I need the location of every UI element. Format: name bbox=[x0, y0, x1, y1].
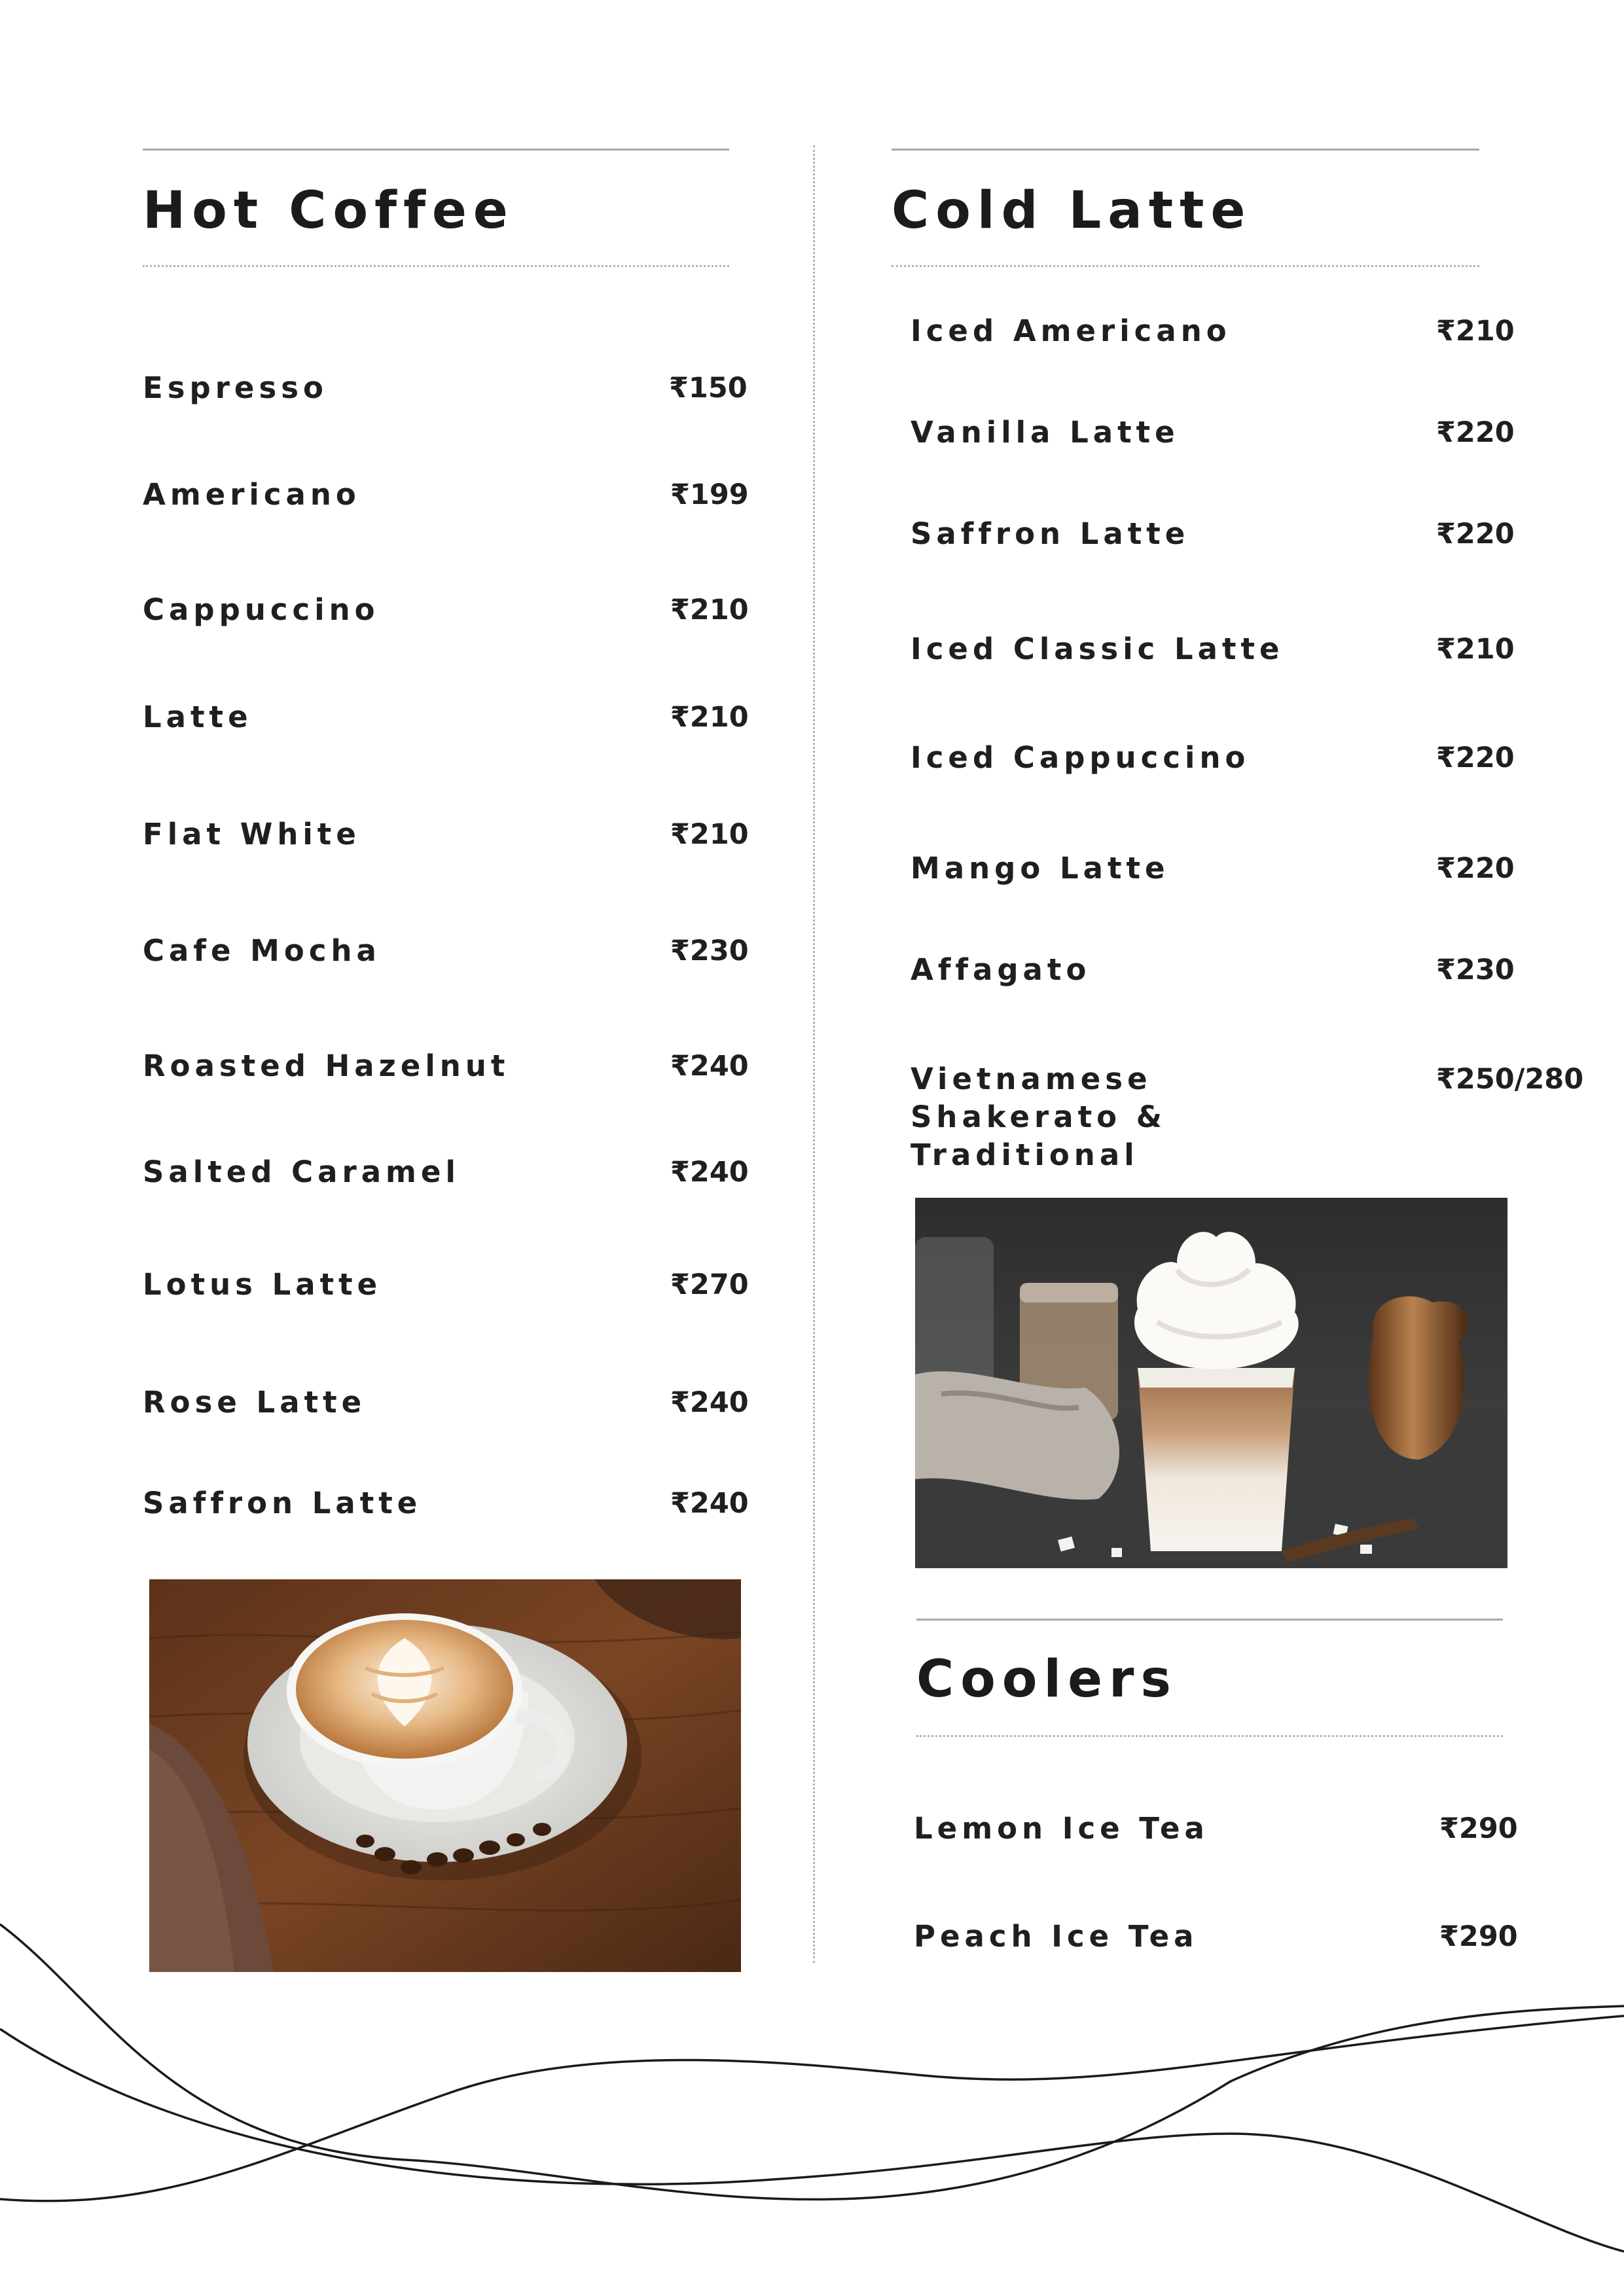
hot-coffee-heading: Hot Coffee bbox=[143, 181, 514, 240]
menu-item-name: Iced Classic Latte bbox=[911, 632, 1284, 666]
menu-item-price: ₹210 bbox=[1436, 633, 1515, 666]
decorative-wave-lines bbox=[0, 1885, 1624, 2296]
menu-item-name: Espresso bbox=[143, 370, 328, 405]
menu-item-name: Affagato bbox=[911, 952, 1091, 987]
menu-item-price: ₹220 bbox=[1436, 518, 1515, 550]
menu-item-price: ₹210 bbox=[670, 818, 749, 851]
coolers-heading: Coolers bbox=[916, 1650, 1178, 1709]
cold-latte-top-rule bbox=[892, 149, 1479, 151]
menu-item-price: ₹210 bbox=[670, 701, 749, 734]
menu-item-name: Iced Cappuccino bbox=[911, 740, 1250, 775]
cold-latte-dotted-rule bbox=[892, 265, 1479, 267]
menu-item-price: ₹240 bbox=[670, 1156, 749, 1189]
menu-item-price: ₹210 bbox=[1436, 315, 1515, 348]
menu-item-price: ₹199 bbox=[670, 478, 749, 511]
menu-item-name: Rose Latte bbox=[143, 1385, 367, 1420]
hot-coffee-dotted-rule bbox=[143, 265, 729, 267]
menu-item-name: Mango Latte bbox=[911, 851, 1170, 886]
hot-coffee-top-rule bbox=[143, 149, 729, 151]
coolers-top-rule bbox=[916, 1619, 1503, 1621]
menu-item-name: Saffron Latte bbox=[143, 1486, 422, 1520]
menu-item-price: ₹290 bbox=[1439, 1920, 1518, 1953]
menu-item-name: Salted Caramel bbox=[143, 1155, 460, 1189]
menu-item-name: Americano bbox=[143, 477, 361, 512]
menu-item-price: ₹230 bbox=[1436, 954, 1515, 986]
menu-item-price: ₹240 bbox=[670, 1050, 749, 1083]
menu-item-name: Lotus Latte bbox=[143, 1267, 382, 1302]
menu-item-name: Saffron Latte bbox=[911, 516, 1190, 551]
menu-item-price: ₹220 bbox=[1436, 742, 1515, 774]
iced-latte-photo bbox=[915, 1198, 1507, 1568]
menu-item-name: Vietnamese Shakerato & Traditional bbox=[911, 1062, 1166, 1172]
menu-item-price: ₹250/280 bbox=[1436, 1063, 1584, 1096]
menu-item-price: ₹220 bbox=[1436, 852, 1515, 885]
menu-item-name: Roasted Hazelnut bbox=[143, 1049, 510, 1083]
menu-item-price: ₹210 bbox=[670, 594, 749, 626]
menu-item-price: ₹230 bbox=[670, 935, 749, 967]
menu-item-name: Vanilla Latte bbox=[911, 415, 1180, 450]
menu-item-price: ₹240 bbox=[670, 1487, 749, 1520]
menu-item-name: Cafe Mocha bbox=[143, 933, 381, 968]
coolers-dotted-rule bbox=[916, 1735, 1503, 1737]
menu-item-name: Latte bbox=[143, 700, 253, 734]
menu-item-name: Peach Ice Tea bbox=[914, 1919, 1199, 1954]
menu-item-price: ₹220 bbox=[1436, 416, 1515, 449]
menu-item-name: Lemon Ice Tea bbox=[914, 1811, 1209, 1846]
menu-item-price: ₹240 bbox=[670, 1386, 749, 1419]
menu-item-name: Flat White bbox=[143, 817, 361, 852]
menu-item-price: ₹270 bbox=[670, 1268, 749, 1301]
menu-item-name: Cappuccino bbox=[143, 592, 380, 627]
column-divider bbox=[813, 145, 815, 1963]
menu-item-name: Iced Americano bbox=[911, 314, 1231, 348]
menu-item-price: ₹150 bbox=[669, 372, 748, 404]
cold-latte-heading: Cold Latte bbox=[892, 181, 1252, 240]
menu-item-price: ₹290 bbox=[1439, 1812, 1518, 1845]
